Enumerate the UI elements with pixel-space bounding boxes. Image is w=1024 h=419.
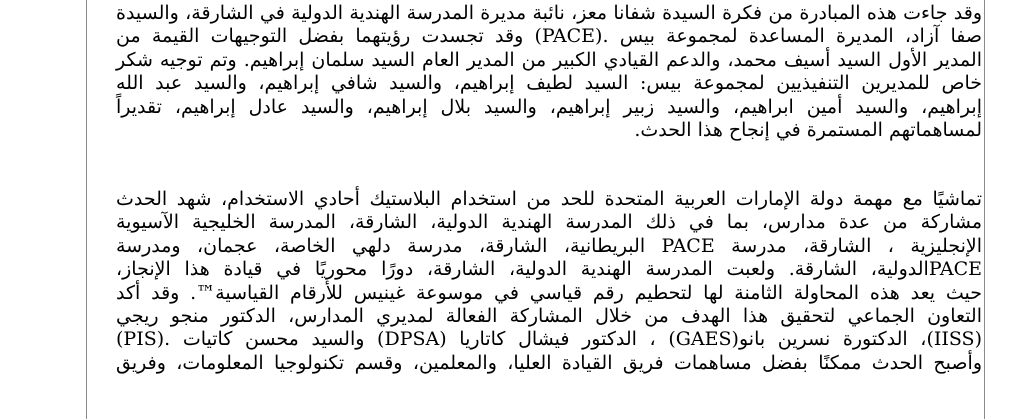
paragraph-line: خاص للمديرين التنفيذيين لمجموعة بيس: السيد لطيف إبراهيم، والسيد شافي إبراهيم، والسيد عبد الله <box>116 72 982 95</box>
paragraph-line: (IISS)، الدكتورة نسرين بانو(GAES) ، الدكتور فيشال كاتاريا (DPSA) والسيد محسن كاتيات .(PIS) <box>116 328 982 351</box>
paragraph-line: الإنجليزية ، الشارقة، مدرسة PACE البريطانية، الشارقة، مدرسة دلهي الخاصة، عجمان، ومدرسة <box>116 234 982 257</box>
paragraph-1 <box>116 2 982 142</box>
paragraph-2 <box>116 188 982 375</box>
right-margin-line <box>984 0 985 419</box>
paragraph-line: صفا آزاد، المديرة المساعدة لمجموعة بيس .(PACE) وقد تجسدت رؤيتهما بفضل التوجيهات القيمة من <box>116 25 982 48</box>
paragraph-line: حيث يعد هذه المحاولة الثامنة لها لتحطيم رقم قياسي في موسوعة غينيس للأرقام القياسية™. وقد أكد <box>116 281 982 304</box>
paragraph-line: مشاركة من عدة مدارس، بما في ذلك المدرسة الهندية الدولية، الشارقة، المدرسة الخليجية الآسيوية <box>116 211 982 234</box>
paragraph-line: المدير الأول السيد أسيف محمد، والدعم القيادي الكبير من المدير العام السيد سلمان إبراهيم. وتم توجيه شكر <box>116 48 982 71</box>
paragraph-line: تماشيًا مع مهمة دولة الإمارات العربية المتحدة للحد من استخدام البلاستيك أحادي الاستخدام، شهد الحدث <box>116 188 982 210</box>
paragraph-line: PACEالدولية، الشارقة. ولعبت المدرسة الهندية الدولية، الشارقة، دورًا محوريًا في قيادة هذا الإنجاز، <box>116 258 982 281</box>
paragraph-line: التعاون الجماعي لتحقيق هذا الهدف من خلال المشاركة الفعالة لمديري المدارس، الدكتور منجو ريجي <box>116 304 982 327</box>
paragraph-line: لمساهماتهم المستمرة في إنجاح هذا الحدث. <box>634 118 982 141</box>
paragraph-line: وأصبح الحدث ممكنًا بفضل مساهمات فريق القيادة العليا، والمعلمين، وقسم تكنولوجيا المعلومات، وفريق <box>116 351 982 374</box>
left-margin-line <box>86 0 87 419</box>
paragraph-line: إبراهيم، والسيد أمين ابراهيم، والسيد زبير إبراهيم، والسيد بلال إبراهيم، والسيد عادل إبراهيم، تقديراً <box>116 95 982 118</box>
paragraph-line: وقد جاءت هذه المبادرة من فكرة السيدة شفانا معز، نائبة مديرة المدرسة الهندية الدولية في الشارقة، والسيدة <box>116 2 982 24</box>
